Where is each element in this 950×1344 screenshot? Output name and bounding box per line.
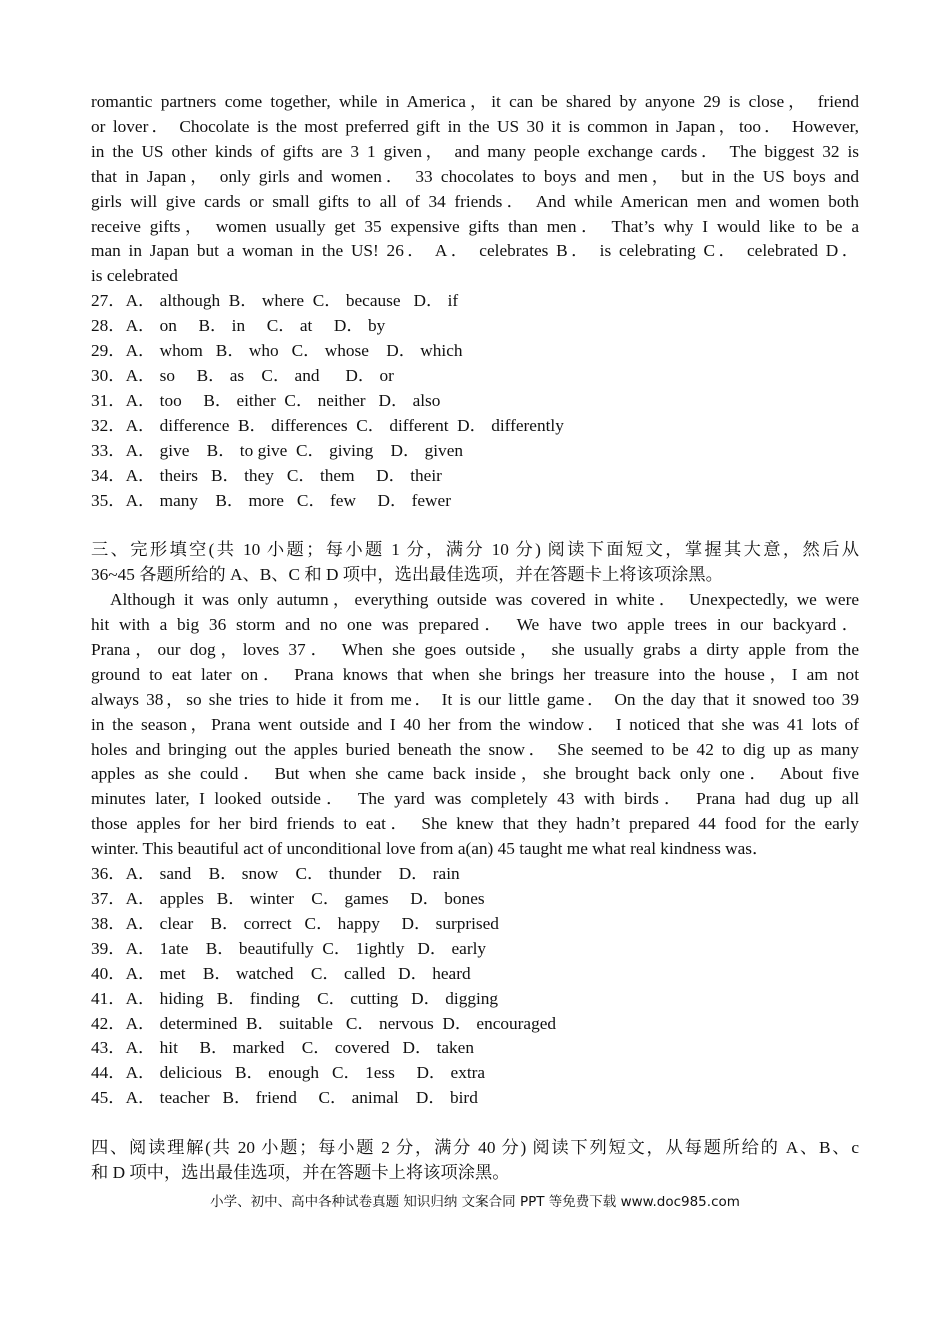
question-option-line: 35．A． many B． more C． few D． fewer	[91, 490, 451, 510]
passage-line: receive gifts， women usually get 35 expensive gifts than men． That’s why I would like to be a	[91, 216, 859, 236]
passage-line: man in Japan but a woman in the US! 26． A． celebrates B． is celebrating C． celebrated D．	[91, 241, 859, 261]
question-option-line: 43．A． hit B． marked C． covered D． taken	[91, 1038, 474, 1058]
question-option-line: 28．A． on B． in C． at D． by	[91, 316, 386, 336]
passage-line: apples as she could． But when she came back inside，she brought back only one． About five	[91, 764, 859, 784]
passage-line: is celebrated	[91, 266, 178, 286]
question-option-line: 38．A． clear B． correct C． happy D． surprised	[91, 913, 499, 933]
question-option-line: 36．A． sand B． snow C． thunder D． rain	[91, 864, 460, 884]
passage-line: always 38，so she tries to hide it from me． It is our little game． On the day that it snowed too 39	[91, 689, 859, 709]
passage-line: Prana，our dog，loves 37． When she goes outside， she usually grabs a dirty apple from the	[91, 639, 859, 659]
document-page	[91, 90, 859, 1186]
question-option-line: 40．A． met B． watched C． called D． heard	[91, 963, 471, 983]
passage-line: in the season，Prana went outside and I 40 her from the window． I noticed that she was 41 lots of	[91, 714, 859, 734]
passage-line: in the US other kinds of gifts are 3 1 given， and many people exchange cards． The biggest 32 is	[91, 141, 859, 161]
section-heading-line: 和 D 项中，选出最佳选项，并在答题卡上将该项涂黑。	[91, 1162, 510, 1182]
passage-line: romantic partners come together, while in America，it can be shared by anyone 29 is close， friend	[91, 92, 859, 111]
question-option-line: 30．A． so B． as C． and D． or	[91, 365, 394, 385]
passage-line: that in Japan， only girls and women． 33 chocolates to boys and men， but in the US boys and	[91, 166, 859, 186]
passage-line: winter. This beautiful act of unconditional love from a(an) 45 taught me what real kindness was．	[91, 839, 770, 859]
passage-line: or lover． Chocolate is the most preferred gift in the US 30 it is common in Japan，too． However,	[91, 116, 859, 136]
question-option-line: 39．A． 1ate B． beautifully C． 1ightly D． early	[91, 938, 487, 958]
section-heading-line: 36~45 各题所给的 A、B、C 和 D 项中，选出最佳选项，并在答题卡上将该项涂黑。	[91, 565, 723, 585]
passage-line: girls will give cards or small gifts to all of 34 friends． And while American men and women both	[91, 191, 859, 211]
cloze-passage-2	[91, 90, 859, 289]
section-3-heading	[91, 538, 859, 588]
question-options-36-45	[91, 862, 859, 1111]
question-option-line: 31．A． too B． either C． neither D． also	[91, 390, 441, 410]
section-heading-line: 四、阅读理解(共 20 小题；每小题 2 分，满分 40 分) 阅读下列短文，从每题所给的 A、B、c	[91, 1138, 859, 1158]
question-option-line: 37．A． apples B． winter C． games D． bones	[91, 888, 485, 908]
passage-line: ground to eat later on． Prana knows that when she brings her treasure into the house，I am not	[91, 664, 859, 684]
question-option-line: 45．A． teacher B． friend C． animal D． bird	[91, 1088, 478, 1108]
passage-line: holes and bringing out the apples buried beneath the snow． She seemed to be 42 to dig up as many	[91, 739, 859, 759]
question-option-line: 29．A． whom B． who C． whose D． which	[91, 341, 463, 361]
spacer	[91, 1111, 859, 1136]
cloze-passage-3	[91, 588, 859, 862]
passage-line: hit with a big 36 storm and no one was prepared． We have two apple trees in our backyard．	[91, 615, 859, 635]
section-heading-line: 三、完形填空(共 10 小题；每小题 1 分，满分 10 分) 阅读下面短文，掌握其大意，然后从	[91, 540, 859, 560]
question-option-line: 41．A． hiding B． finding C． cutting D． digging	[91, 988, 499, 1008]
passage-line: Although it was only autumn，everything outside was covered in white． Unexpectedly, we were	[110, 590, 859, 610]
passage-line: those apples for her bird friends to eat． She knew that they hadn’t prepared 44 food for the early	[91, 814, 859, 834]
question-options-27-35	[91, 289, 859, 513]
question-option-line: 42．A． determined B． suitable C． nervous D． encouraged	[91, 1013, 557, 1033]
question-option-line: 27．A． although B． where C． because D． if	[91, 291, 459, 311]
passage-line: minutes later, I looked outside． The yard was completely 43 with birds． Prana had dug up all	[91, 789, 859, 809]
question-option-line: 44．A． delicious B． enough C． 1ess D． extra	[91, 1063, 486, 1083]
question-option-line: 34．A． theirs B． they C． them D． their	[91, 465, 442, 485]
page-footer: 小学、初中、高中各种试卷真题 知识归纳 文案合同 PPT 等免费下载 www.doc985.com	[210, 1194, 740, 1210]
question-option-line: 32．A． difference B． differences C． different D． differently	[91, 415, 564, 435]
spacer	[91, 513, 859, 538]
section-4-heading	[91, 1136, 859, 1186]
question-option-line: 33．A． give B． to give C． giving D． given	[91, 440, 464, 460]
